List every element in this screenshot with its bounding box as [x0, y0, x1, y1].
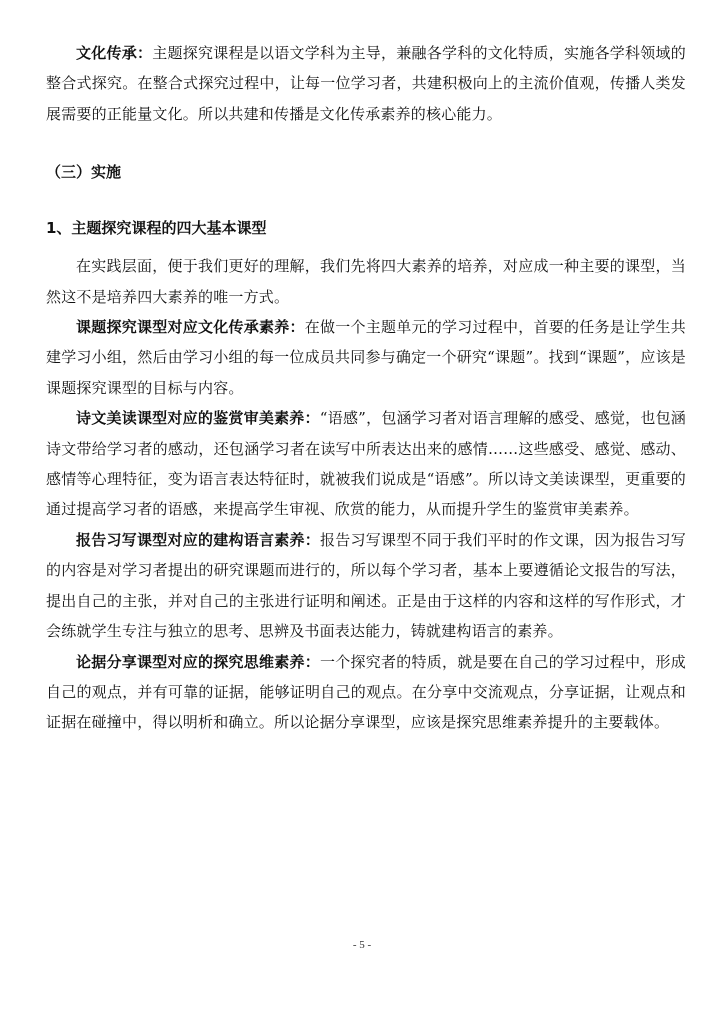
- paragraph-culture-heritage: [46, 38, 686, 129]
- paragraph-text: 在做一个主题单元的学习过程中，首要的任务是让学生共建学习小组，然后由学习小组的每一位成员共同参与确定一个研究“课题”。找到“课题”，应该是课题探究课型的目标与内容。: [46, 318, 686, 397]
- paragraph-argument-sharing: [46, 647, 686, 738]
- paragraph-text: 主题探究课程是以语文学科为主导，兼融各学科的文化特质，实施各学科领域的整合式探究。在整合式探究过程中，让每一位学习者，共建积极向上的主流价值观，传播人类发展需要的正能量文化。所以共建和传播是文化传承素养的核心能力。: [46, 44, 686, 123]
- section-heading: （三）实施: [46, 163, 122, 182]
- subsection-heading: 1、主题探究课程的四大基本课型: [46, 219, 267, 238]
- paragraph-intro: [46, 251, 686, 312]
- paragraph-text: 在实践层面，便于我们更好的理解，我们先将四大素养的培养，对应成一种主要的课型，当然这不是培养四大素养的唯一方式。: [46, 257, 686, 306]
- paragraph-topic-inquiry: [46, 312, 686, 403]
- paragraph-lead: 诗文美读课型对应的鉴赏审美素养：: [76, 409, 320, 428]
- page-number: - 5 -: [352, 939, 372, 951]
- paragraph-lead: 课题探究课型对应文化传承素养：: [76, 318, 305, 337]
- paragraph-text: “语感”，包涵学习者对语言理解的感受、感觉，也包涵诗文带给学习者的感动，还包涵学习者在读写中所表达出来的感情……这些感受、感觉、感动、感情等心理特征，变为语言表达特征时，就被我们说成是“语感”。所以诗文美读课型，更重要的通过提高学习者的语感，来提高学生审视、欣赏的能力，从而提升学生的鉴赏审美素养。: [46, 409, 687, 519]
- paragraph-report-writing: [46, 525, 686, 647]
- paragraph-lead: 论据分享课型对应的探究思维素养：: [76, 652, 321, 671]
- paragraph-lead: 文化传承：: [76, 44, 153, 62]
- paragraph-text: 报告习写课型不同于我们平时的作文课，因为报告习写的内容是对学习者提出的研究课题而进行的，所以每个学习者，基本上要遵循论文报告的写法，提出自己的主张，并对自己的主张进行证明和阐述。正是由于这样的内容和这样的写作形式，才会练就学生专注与独立的思考、思辨及书面表达能力，铸就建构语言的素养。: [46, 530, 686, 641]
- document-page: [46, 38, 686, 738]
- paragraph-lead: 报告习写课型对应的建构语言素养：: [76, 530, 321, 549]
- paragraph-poetry-reading: [46, 403, 686, 525]
- paragraph-text: 一个探究者的特质，就是要在自己的学习过程中，形成自己的观点，并有可靠的证据，能够证明自己的观点。在分享中交流观点，分享证据，让观点和证据在碰撞中，得以明析和确立。所以论据分享课型，应该是探究思维素养提升的主要载体。: [46, 652, 686, 732]
